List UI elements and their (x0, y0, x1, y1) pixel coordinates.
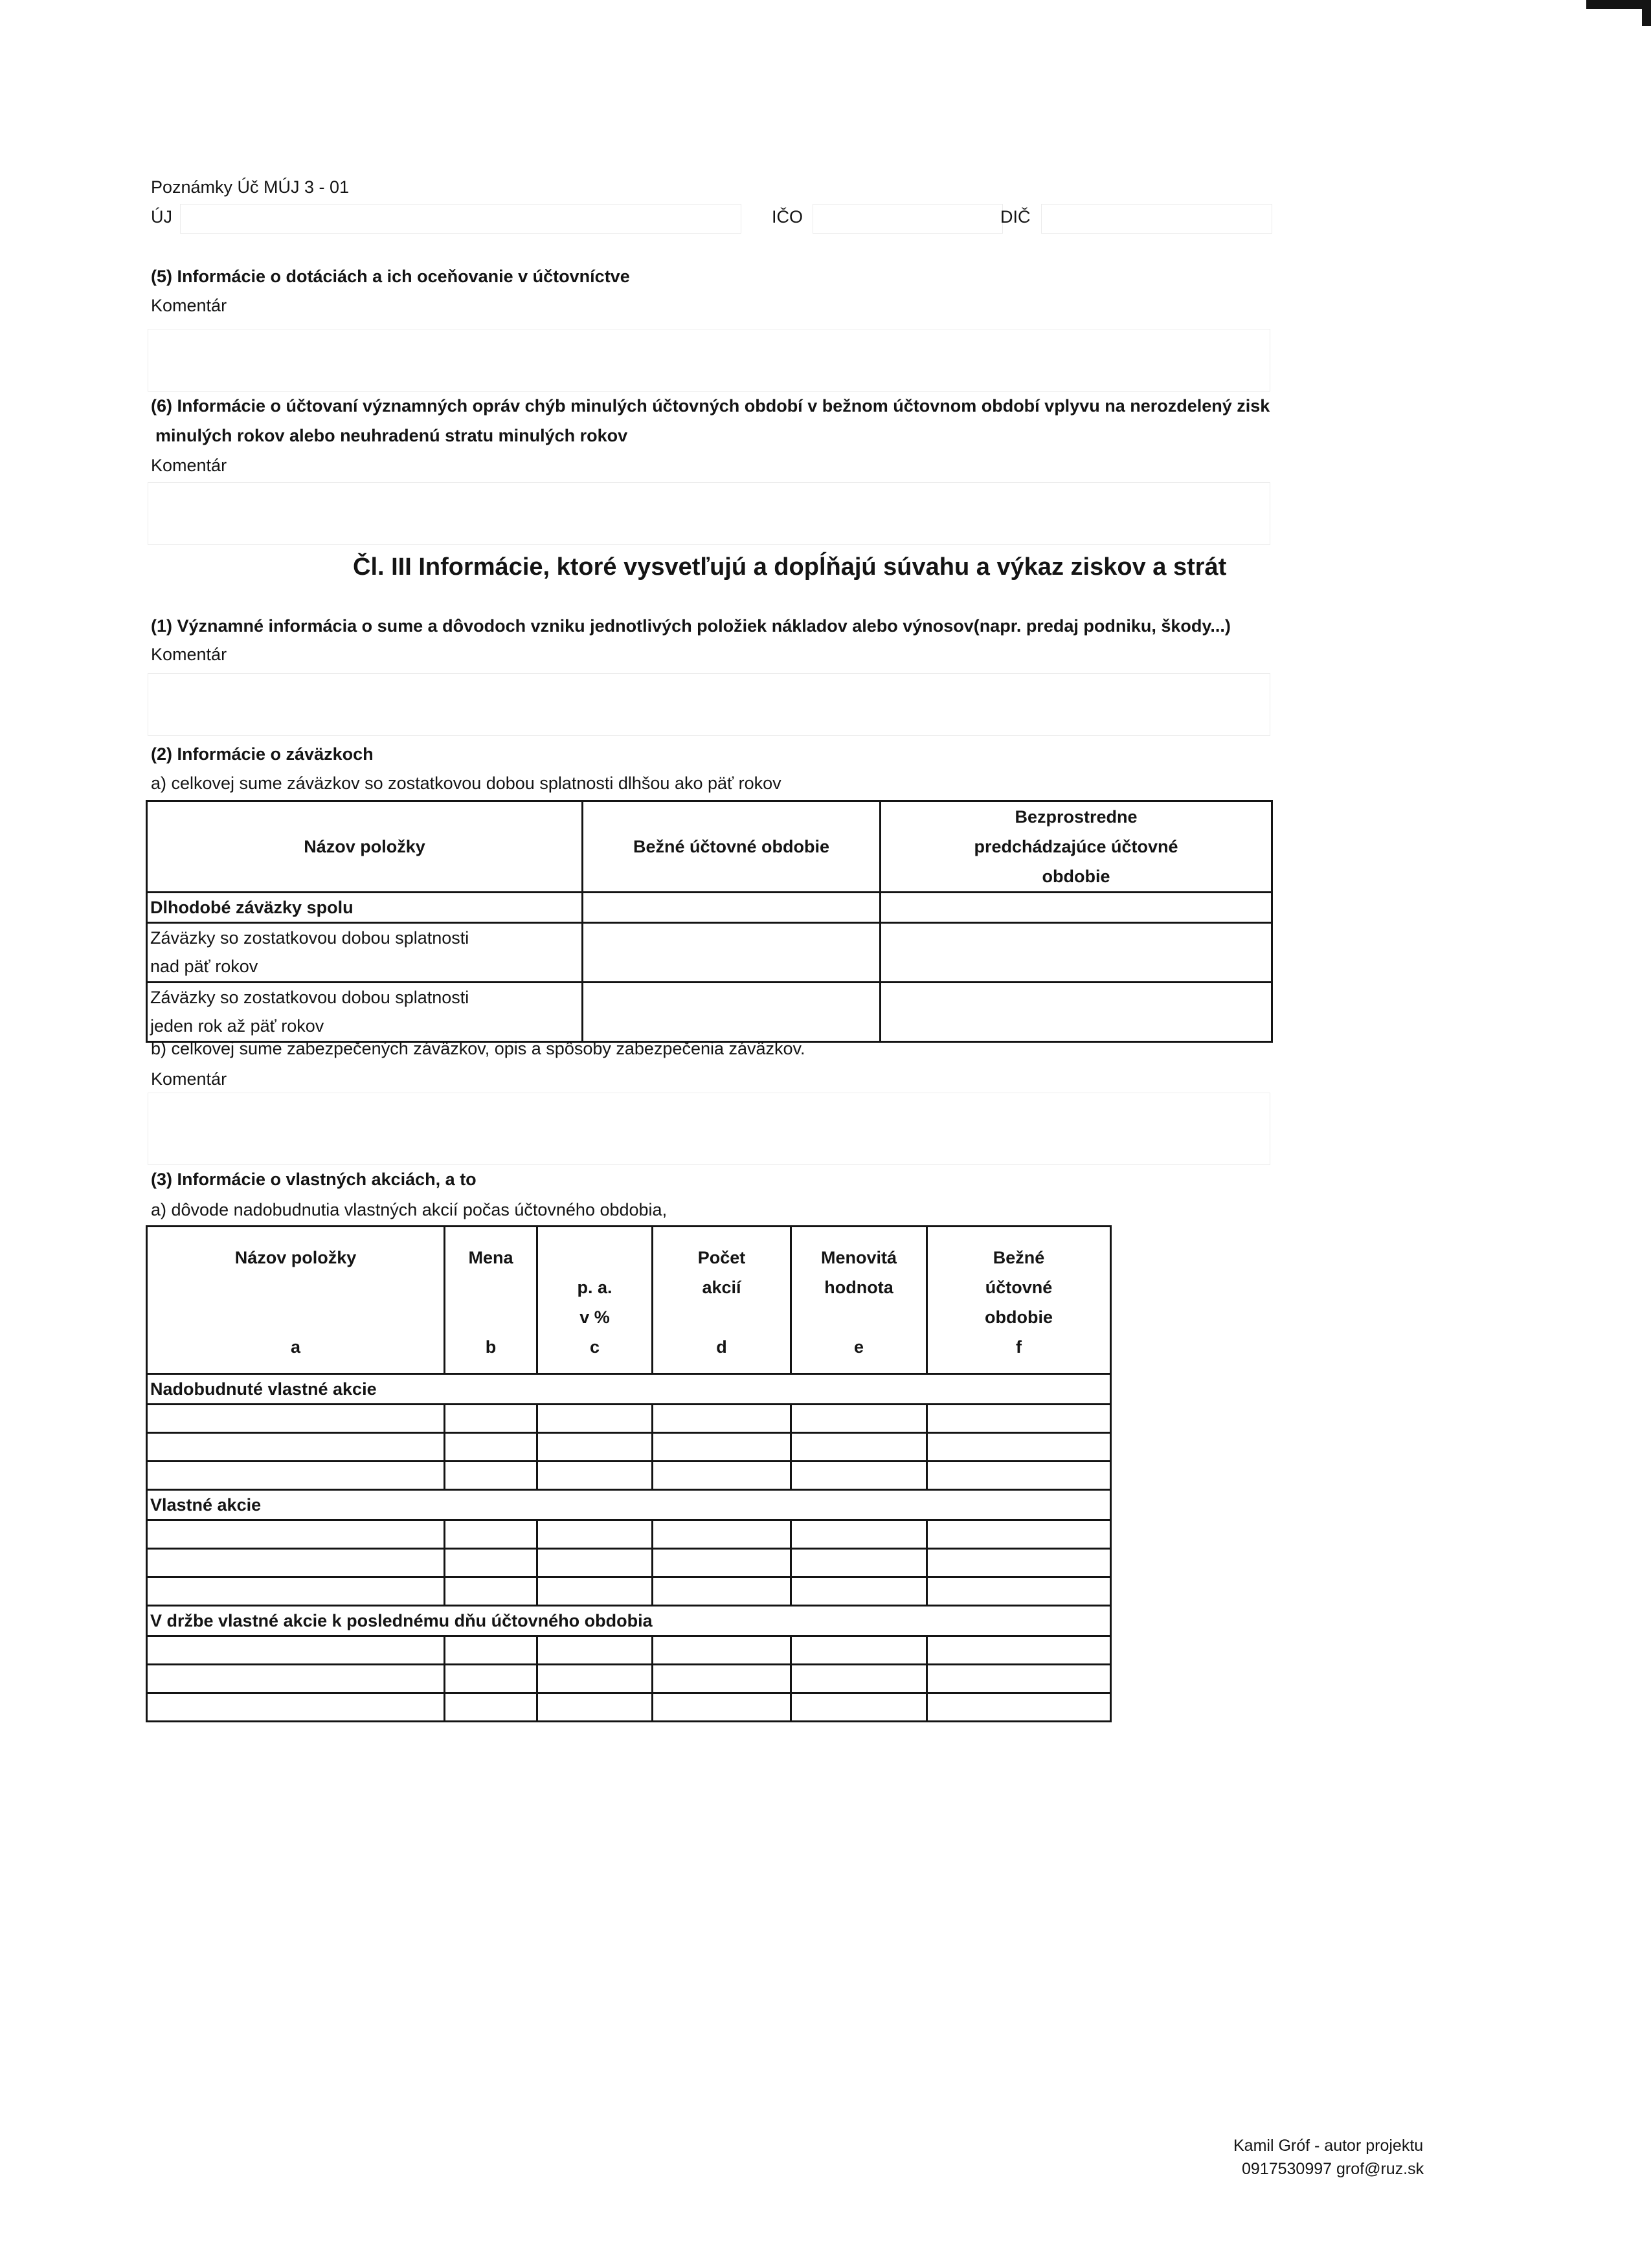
col-c-header (537, 1227, 653, 1374)
sec5-heading: (5) Informácie o dotáciách a ich oceňovanie v účtovníctve (151, 267, 630, 286)
col-b-header (445, 1227, 537, 1374)
cell-e[interactable] (791, 1433, 927, 1462)
group-label-acquired: Nadobudnuté vlastné akcie (147, 1374, 1111, 1405)
cell-previous[interactable] (881, 923, 1272, 983)
cell-c[interactable] (537, 1665, 653, 1693)
col-a-letter: a (290, 1337, 301, 1357)
cell-e[interactable] (791, 1549, 927, 1577)
col-b-title: Mena (468, 1248, 513, 1267)
sec1-comment-label: Komentár (151, 645, 227, 664)
col-a-header (147, 1227, 445, 1374)
group-label-held-shares: V držbe vlastné akcie k poslednému dňu účtovného obdobia (147, 1606, 1111, 1636)
scan-corner-mark-vertical (1642, 0, 1651, 26)
form-id: Poznámky Úč MÚJ 3 - 01 (151, 177, 350, 197)
col-f-title-line2: účtovné (985, 1278, 1053, 1297)
cell-c[interactable] (537, 1433, 653, 1462)
table-row (147, 983, 1272, 1042)
cell-b[interactable] (445, 1462, 537, 1490)
cell-e[interactable] (791, 1462, 927, 1490)
ico-field[interactable] (813, 204, 1003, 234)
col-a-title: Názov položky (234, 1248, 357, 1267)
sec2-sub-a: a) celkovej sume záväzkov so zostatkovou dobou splatnosti dlhšou ako päť rokov (151, 773, 781, 793)
cell-d[interactable] (653, 1636, 791, 1665)
cell-f[interactable] (927, 1549, 1111, 1577)
table-row (147, 923, 1272, 983)
row-one-to-five-years (147, 983, 583, 1042)
cell-a[interactable] (147, 1433, 445, 1462)
row-over-five-years-line2: nad päť rokov (150, 957, 258, 976)
cell-a[interactable] (147, 1462, 445, 1490)
table-row (147, 1405, 1111, 1433)
cell-a[interactable] (147, 1693, 445, 1722)
sec2-sub-b: b) celkovej sume zabezpečených záväzkov, opis a spôsoby zabezpečenia záväzkov. (151, 1039, 805, 1058)
col-c-title-line1: p. a. (577, 1278, 612, 1297)
row-over-five-years (147, 923, 583, 983)
sec1-comment-field[interactable] (148, 673, 1270, 736)
sec3-heading: (3) Informácie o vlastných akciách, a to (151, 1170, 477, 1189)
sec2-heading: (2) Informácie o záväzkoch (151, 744, 374, 764)
sec6-heading-line1: (6) Informácie o účtovaní významných opráv chýb minulých účtovných období v bežnom účtovnom období vplyvu na nerozdelený zisk (151, 396, 1270, 416)
row-over-five-years-line1: Záväzky so zostatkovou dobou splatnosti (150, 928, 469, 948)
cell-a[interactable] (147, 1520, 445, 1549)
col-previous-line2: predchádzajúce účtovné (974, 837, 1178, 856)
cell-b[interactable] (445, 1636, 537, 1665)
cell-b[interactable] (445, 1665, 537, 1693)
cell-c[interactable] (537, 1520, 653, 1549)
cell-d[interactable] (653, 1520, 791, 1549)
chapter-title: Čl. III Informácie, ktoré vysvetľujú a dopĺňajú súvahu a výkaz ziskov a strát (353, 553, 1227, 581)
own-shares-header-row (147, 1227, 1111, 1374)
cell-current[interactable] (583, 893, 881, 923)
col-e-title-line2: hodnota (824, 1278, 893, 1297)
uj-label: ÚJ (151, 207, 172, 227)
cell-f[interactable] (927, 1520, 1111, 1549)
cell-d[interactable] (653, 1693, 791, 1722)
cell-a[interactable] (147, 1636, 445, 1665)
dic-label: DIČ (1000, 207, 1031, 227)
liabilities-header-row (147, 801, 1272, 893)
cell-e[interactable] (791, 1520, 927, 1549)
sec5-comment-label: Komentár (151, 296, 227, 315)
col-f-title-line1: Bežné (993, 1248, 1045, 1267)
scan-corner-mark (1586, 0, 1651, 9)
cell-d[interactable] (653, 1577, 791, 1606)
col-f-letter: f (1016, 1337, 1022, 1357)
cell-d[interactable] (653, 1549, 791, 1577)
sec6-heading-line2: minulých rokov alebo neuhradenú stratu minulých rokov (155, 426, 628, 445)
cell-c[interactable] (537, 1693, 653, 1722)
cell-f[interactable] (927, 1405, 1111, 1433)
col-f-title-line3: obdobie (985, 1307, 1053, 1327)
cell-current[interactable] (583, 923, 881, 983)
cell-c[interactable] (537, 1636, 653, 1665)
cell-previous[interactable] (881, 983, 1272, 1042)
uj-field[interactable] (180, 204, 741, 234)
footer-author: Kamil Gróf - autor projektu (1233, 2137, 1424, 2155)
table-row (147, 1462, 1111, 1490)
cell-f[interactable] (927, 1462, 1111, 1490)
table-row (147, 1577, 1111, 1606)
table-row (147, 1636, 1111, 1665)
cell-a[interactable] (147, 1577, 445, 1606)
col-d-header (653, 1227, 791, 1374)
cell-f[interactable] (927, 1577, 1111, 1606)
col-previous-line3: obdobie (1042, 867, 1110, 886)
col-d-title-line2: akcií (702, 1278, 741, 1297)
row-one-to-five-years-line2: jeden rok až päť rokov (150, 1016, 324, 1036)
cell-current[interactable] (583, 983, 881, 1042)
cell-e[interactable] (791, 1693, 927, 1722)
cell-b[interactable] (445, 1405, 537, 1433)
group-label-long-term: Dlhodobé záväzky spolu (147, 893, 583, 923)
cell-d[interactable] (653, 1462, 791, 1490)
col-e-header (791, 1227, 927, 1374)
group-row-acquired (147, 1374, 1111, 1405)
table-row (147, 1433, 1111, 1462)
liabilities-table (146, 800, 1273, 1043)
cell-b[interactable] (445, 1520, 537, 1549)
cell-c[interactable] (537, 1462, 653, 1490)
col-current-header: Bežné účtovné obdobie (583, 801, 881, 893)
cell-a[interactable] (147, 1405, 445, 1433)
sec5-comment-field[interactable] (148, 329, 1270, 392)
sec6-comment-label: Komentár (151, 456, 227, 475)
col-c-title-line2: v % (579, 1307, 610, 1327)
row-one-to-five-years-line1: Záväzky so zostatkovou dobou splatnosti (150, 988, 469, 1007)
cell-previous[interactable] (881, 893, 1272, 923)
cell-c[interactable] (537, 1577, 653, 1606)
cell-b[interactable] (445, 1693, 537, 1722)
cell-f[interactable] (927, 1433, 1111, 1462)
sec6-comment-field[interactable] (148, 482, 1270, 545)
col-d-letter: d (716, 1337, 727, 1357)
group-row-held (147, 1606, 1111, 1636)
cell-e[interactable] (791, 1665, 927, 1693)
col-e-letter: e (853, 1337, 864, 1357)
col-d-title-line1: Počet (697, 1248, 746, 1267)
cell-e[interactable] (791, 1577, 927, 1606)
col-item-header: Názov položky (147, 801, 583, 893)
cell-f[interactable] (927, 1636, 1111, 1665)
sec2-comment-label: Komentár (151, 1069, 227, 1089)
cell-c[interactable] (537, 1405, 653, 1433)
cell-a[interactable] (147, 1549, 445, 1577)
col-b-letter: b (485, 1337, 497, 1357)
dic-field[interactable] (1041, 204, 1272, 234)
ico-label: IČO (772, 207, 803, 227)
cell-d[interactable] (653, 1665, 791, 1693)
table-row (147, 893, 1272, 923)
table-row (147, 1520, 1111, 1549)
table-row (147, 1549, 1111, 1577)
col-previous-line1: Bezprostredne (1015, 807, 1138, 827)
sec1-heading: (1) Významné informácia o sume a dôvodoch vzniku jednotlivých položiek nákladov alebo výnosov(napr. predaj podniku, škody...) (151, 616, 1231, 636)
cell-b[interactable] (445, 1577, 537, 1606)
cell-f[interactable] (927, 1665, 1111, 1693)
table-row (147, 1693, 1111, 1722)
col-f-header (927, 1227, 1111, 1374)
cell-e[interactable] (791, 1405, 927, 1433)
group-row-own (147, 1490, 1111, 1520)
sec2-comment-field[interactable] (148, 1093, 1270, 1165)
footer-contact: 0917530997 grof@ruz.sk (1242, 2160, 1424, 2178)
cell-b[interactable] (445, 1549, 537, 1577)
group-label-own-shares: Vlastné akcie (147, 1490, 1111, 1520)
cell-d[interactable] (653, 1433, 791, 1462)
cell-f[interactable] (927, 1693, 1111, 1722)
own-shares-table (146, 1225, 1112, 1722)
col-c-letter: c (589, 1337, 600, 1357)
sec3-sub-a: a) dôvode nadobudnutia vlastných akcií počas účtovného obdobia, (151, 1200, 668, 1219)
col-e-title-line1: Menovitá (820, 1248, 897, 1267)
cell-b[interactable] (445, 1433, 537, 1462)
col-previous-header (881, 801, 1272, 893)
cell-c[interactable] (537, 1549, 653, 1577)
cell-d[interactable] (653, 1405, 791, 1433)
cell-e[interactable] (791, 1636, 927, 1665)
table-row (147, 1665, 1111, 1693)
cell-a[interactable] (147, 1665, 445, 1693)
